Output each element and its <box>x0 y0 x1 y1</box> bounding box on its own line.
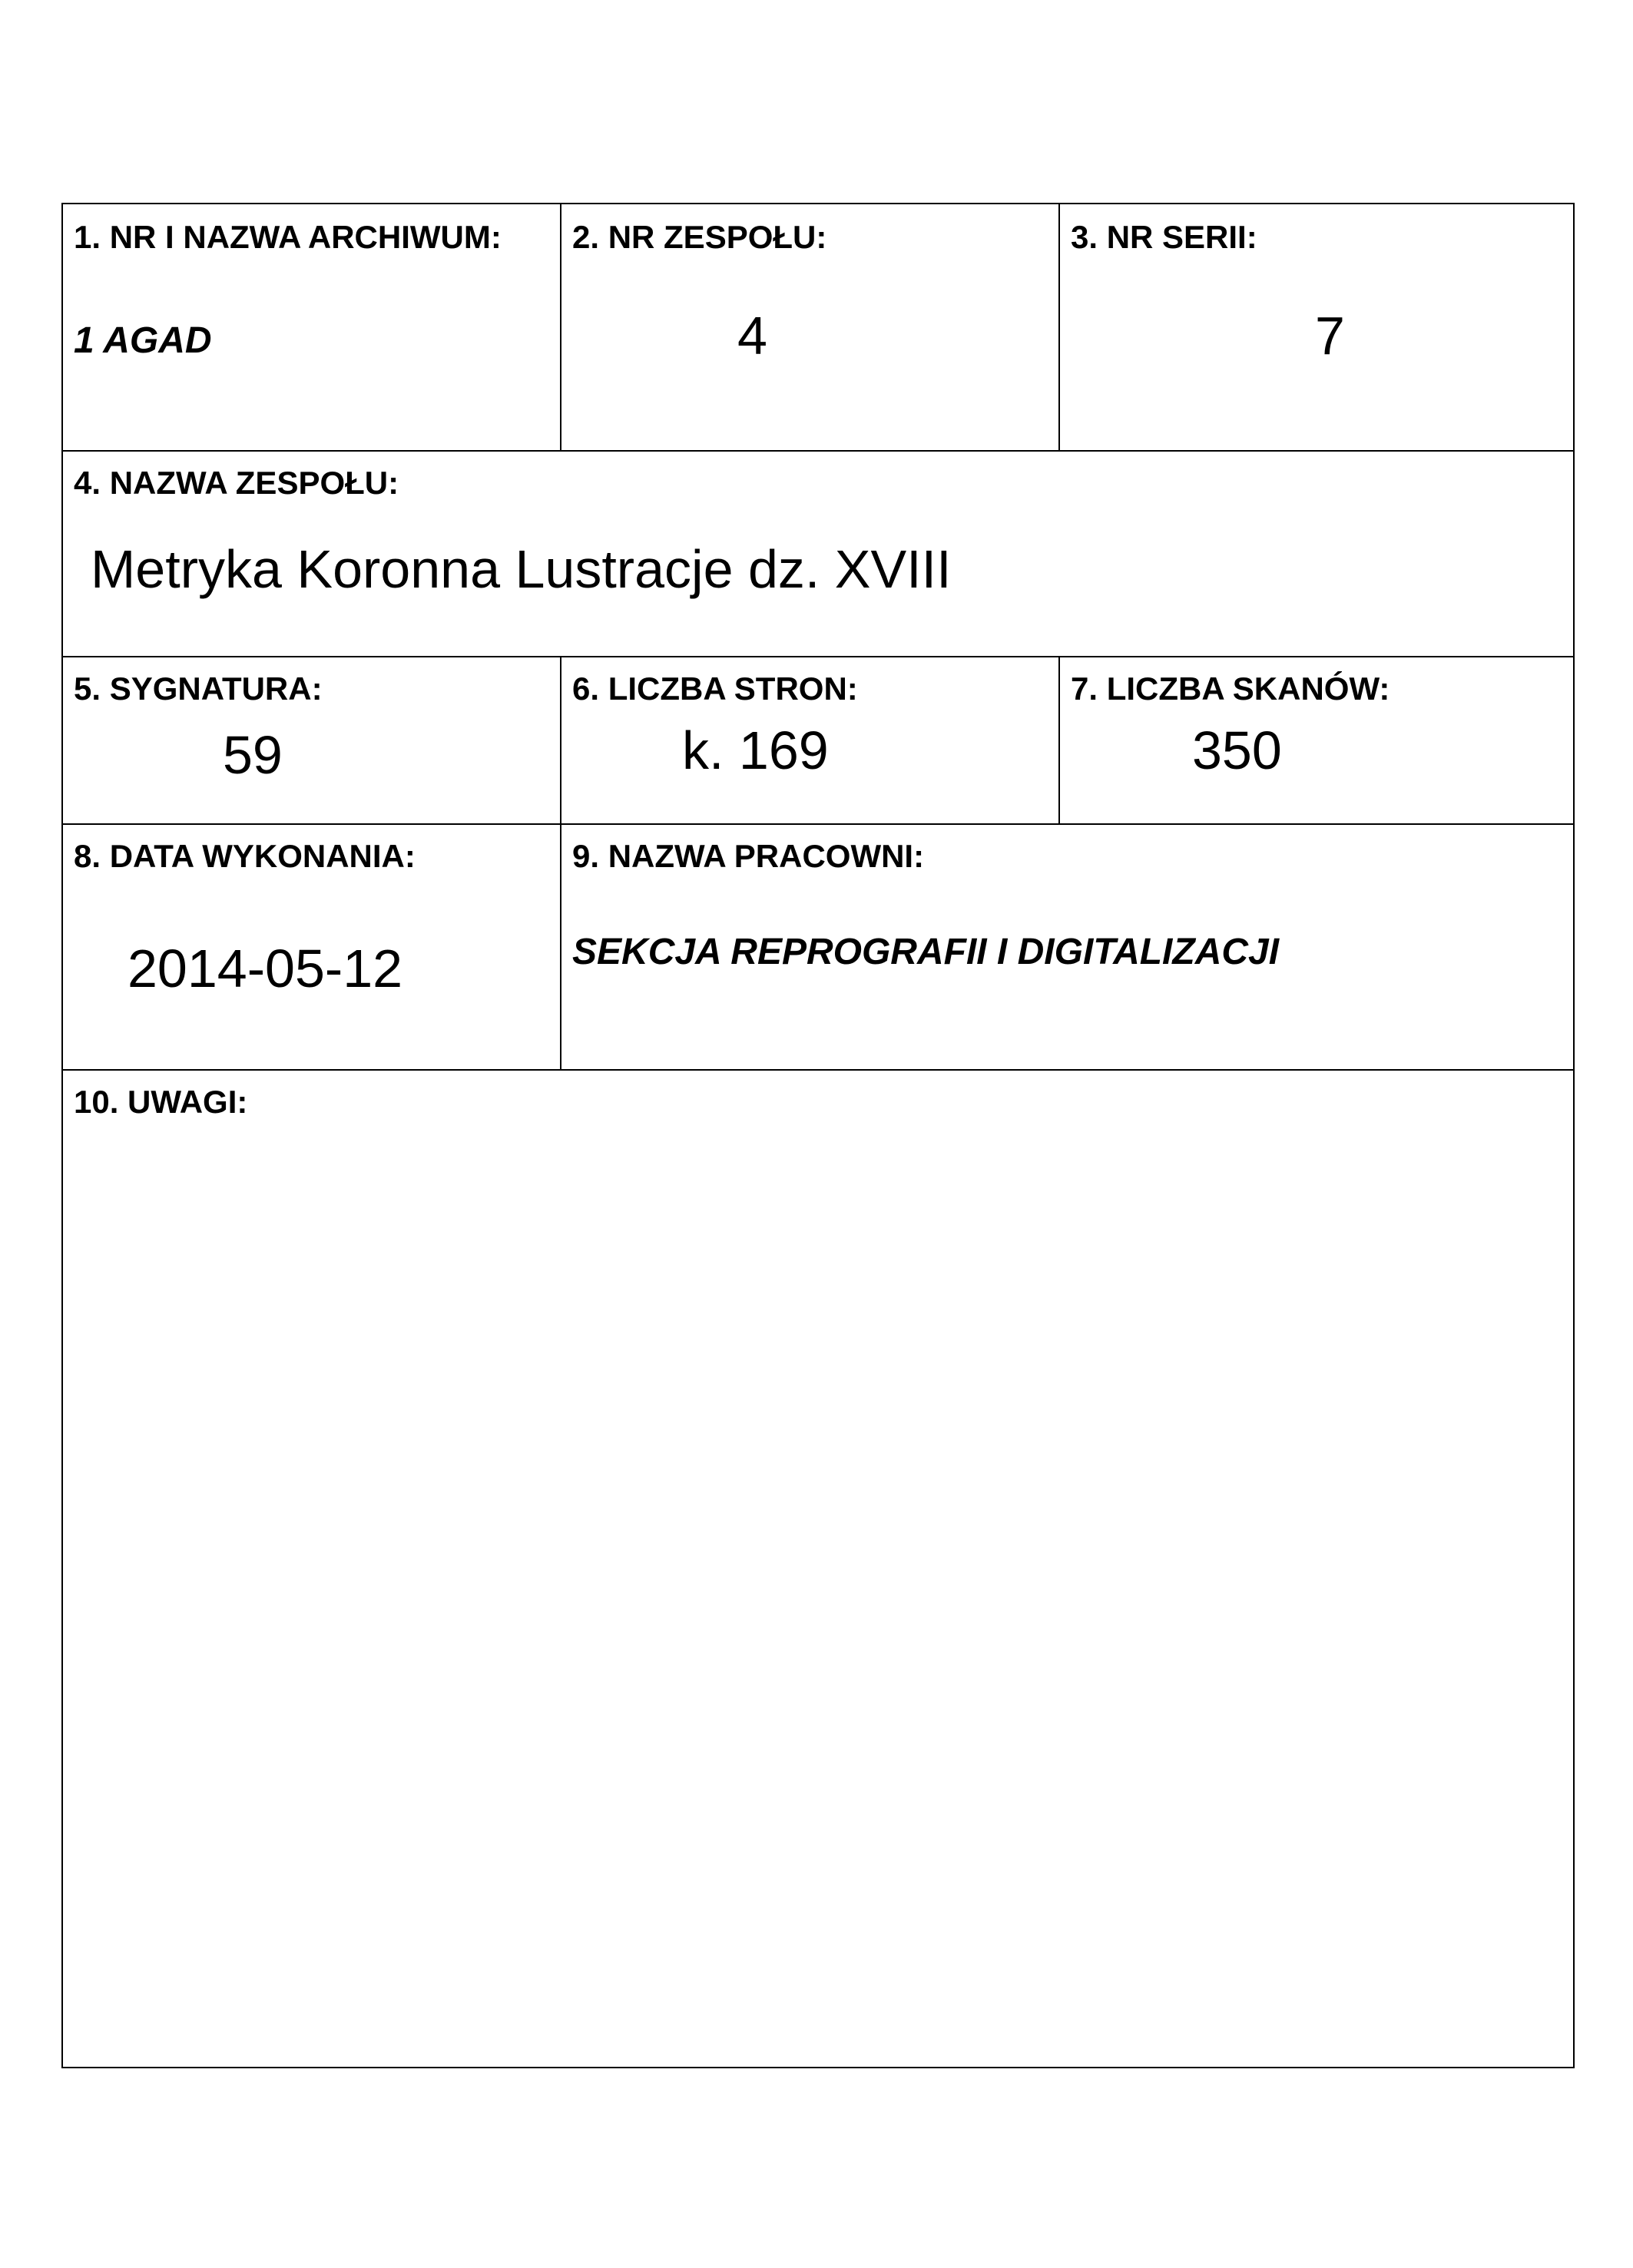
col-divider-row3-b <box>1058 656 1060 823</box>
col-divider-row4 <box>560 823 561 1069</box>
scan-count-label: 7. LICZBA SKANÓW: <box>1071 670 1390 707</box>
remarks-label: 10. UWAGI: <box>74 1084 248 1120</box>
row-divider-4 <box>63 1069 1573 1071</box>
workshop-name-label: 9. NAZWA PRACOWNI: <box>572 838 925 874</box>
archive-name-label: 1. NR I NAZWA ARCHIWUM: <box>74 219 502 255</box>
series-number-label: 3. NR SERII: <box>1071 219 1257 255</box>
workshop-name-value: SEKCJA REPROGRAFII I DIGITALIZACJI <box>572 932 1280 972</box>
fond-name-label: 4. NAZWA ZESPOŁU: <box>74 465 399 501</box>
row-divider-3 <box>63 823 1573 825</box>
page-count-label: 6. LICZBA STRON: <box>572 670 858 707</box>
creation-date-value: 2014-05-12 <box>128 939 403 998</box>
archive-metadata-form <box>61 203 1575 2068</box>
scan-count-value: 350 <box>1192 720 1282 780</box>
creation-date-label: 8. DATA WYKONANIA: <box>74 838 416 874</box>
archive-name-value: 1 AGAD <box>74 320 212 361</box>
fond-number-value: 4 <box>737 306 767 366</box>
page-count-value: k. 169 <box>682 720 829 780</box>
signature-value: 59 <box>223 725 283 785</box>
row-divider-2 <box>63 656 1573 657</box>
row-divider-1 <box>63 450 1573 452</box>
col-divider-row1-a <box>560 204 561 450</box>
col-divider-row1-b <box>1058 204 1060 450</box>
col-divider-row3-a <box>560 656 561 823</box>
fond-number-label: 2. NR ZESPOŁU: <box>572 219 827 255</box>
fond-name-value: Metryka Koronna Lustracje dz. XVIII <box>91 539 952 599</box>
series-number-value: 7 <box>1315 306 1345 366</box>
signature-label: 5. SYGNATURA: <box>74 670 323 707</box>
